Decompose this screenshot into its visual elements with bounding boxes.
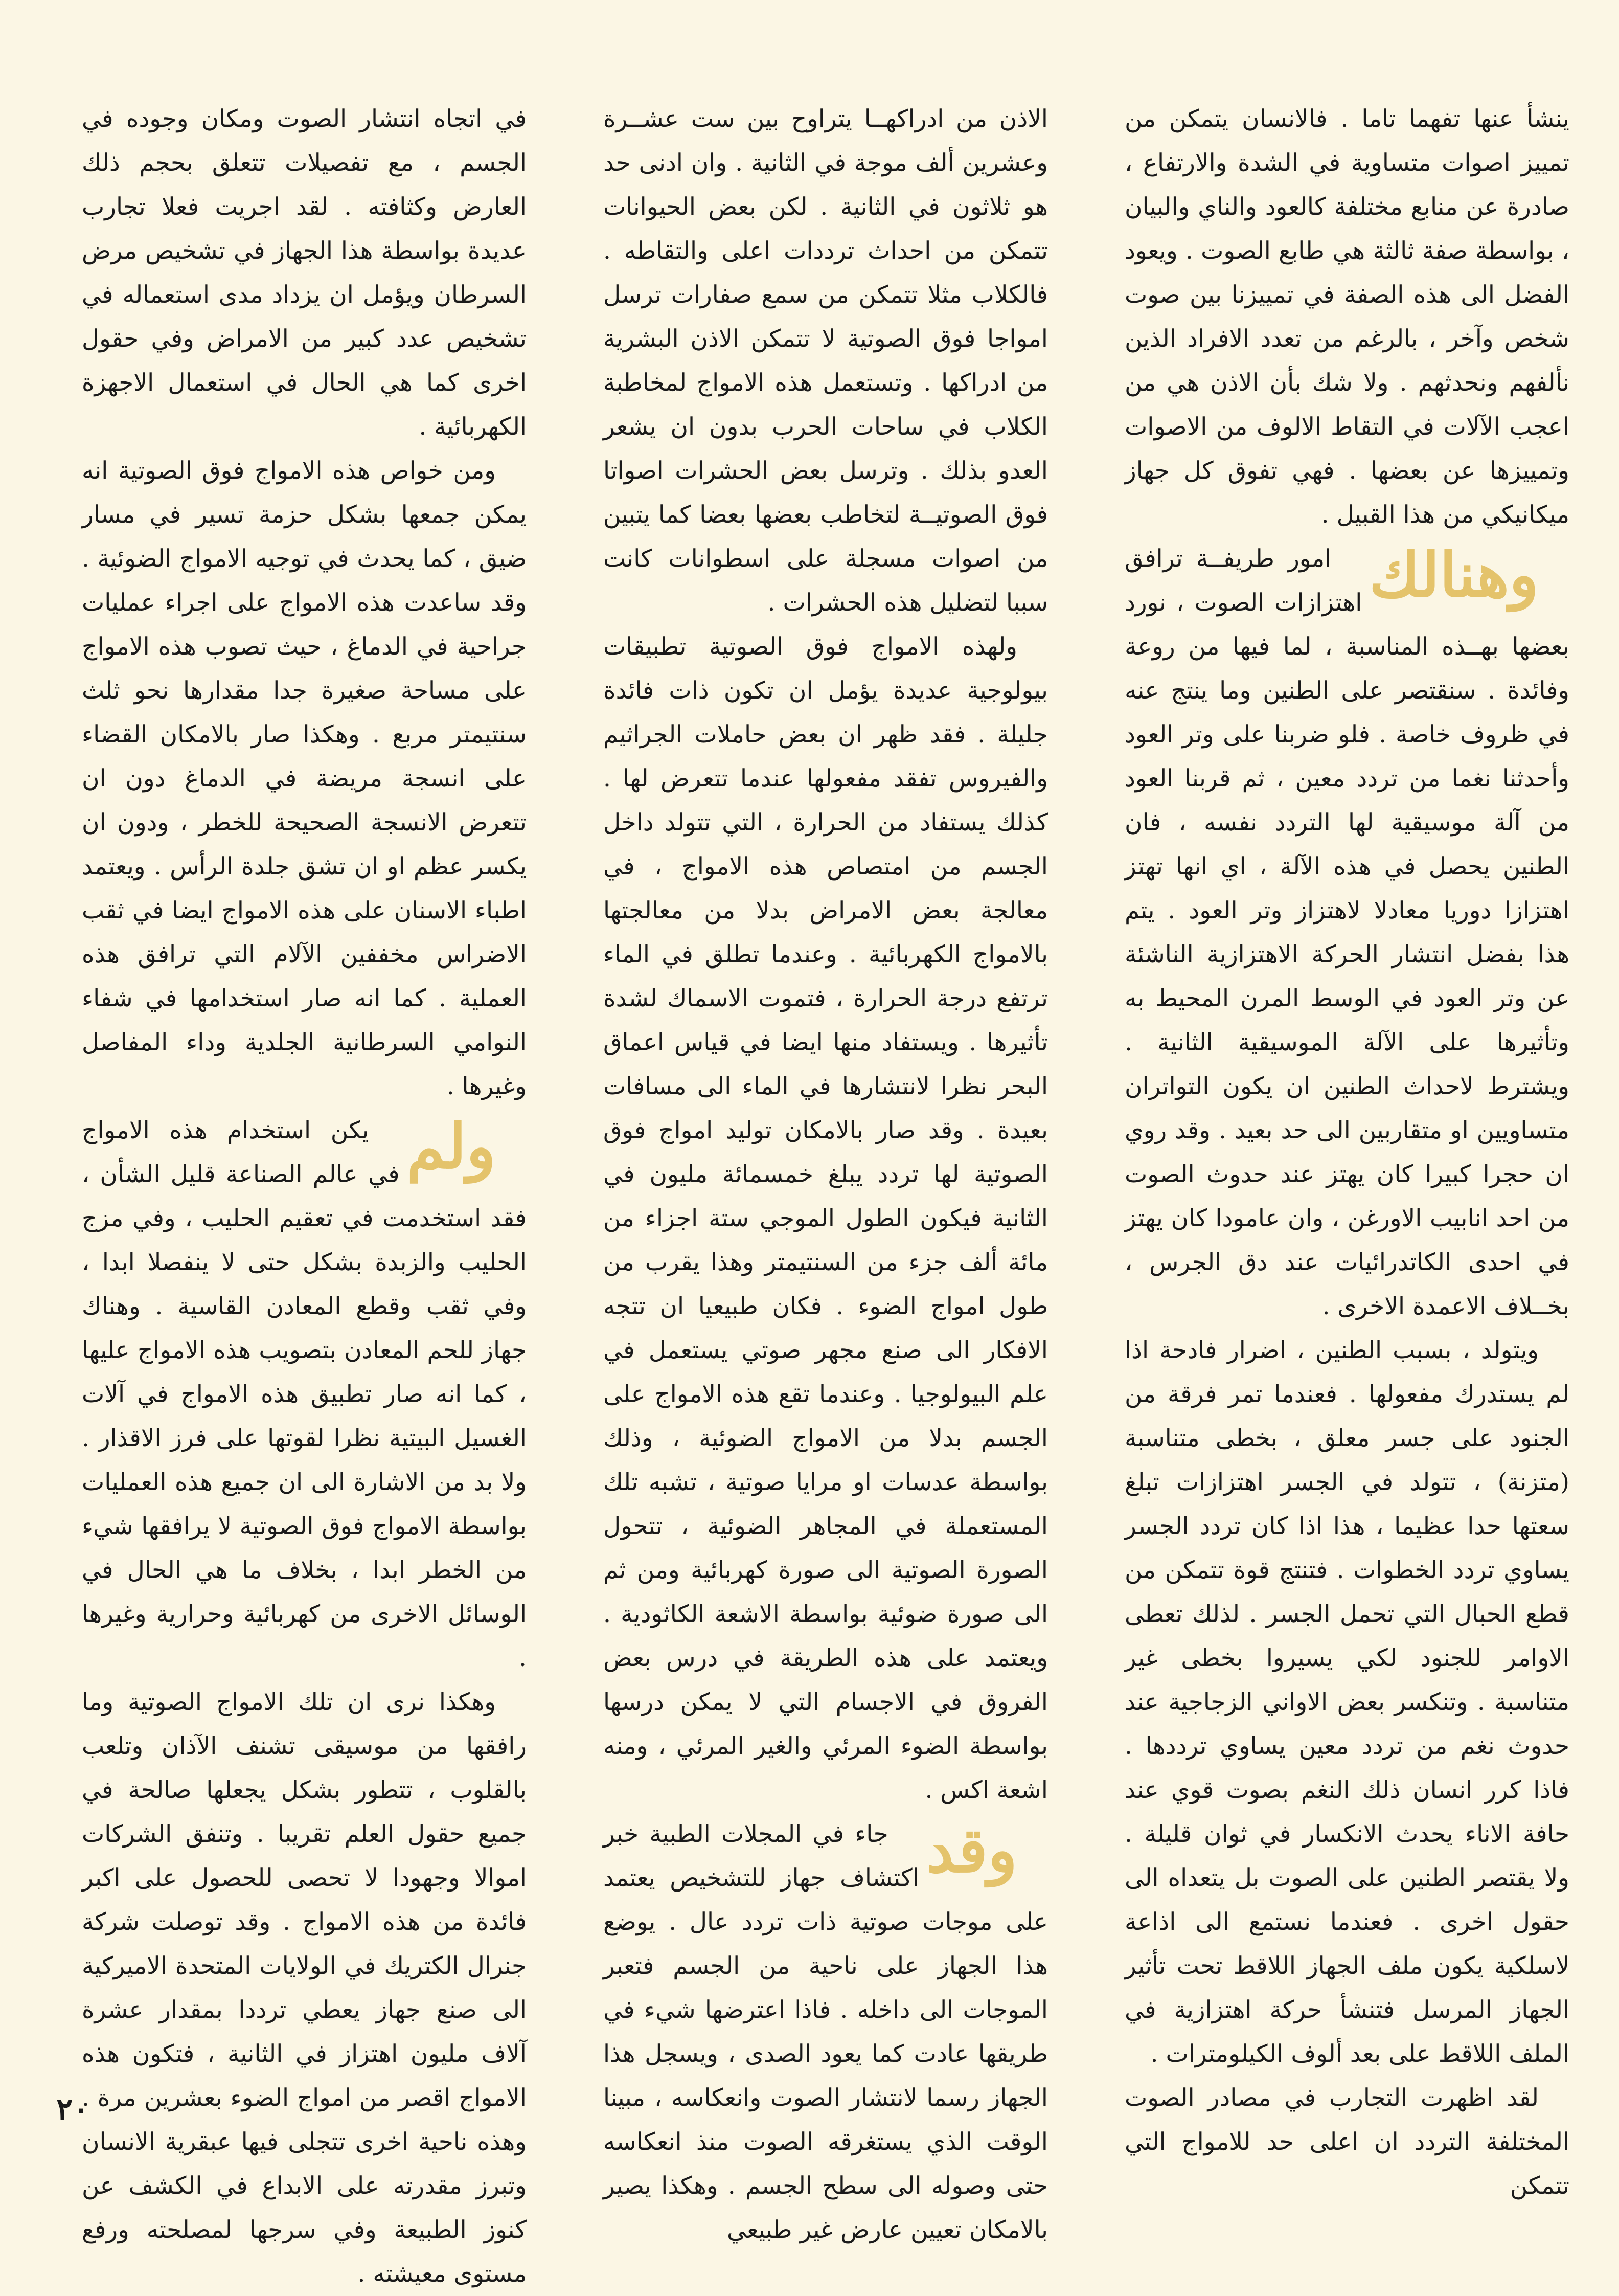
paragraph: ولهذه الامواج فوق الصوتية تطبيقات بيولوجية عديدة يؤمل ان تكون ذات فائدة جليلة . فقد ظهر ان بعض حاملات الجراثيم والفيروس تفقد مفعولها عندما تتعرض لها . كذلك يستفاد من الحرارة ، التي تتولد داخل الجسم من امتصاص هذه الامواج ، في معالجة بعض الامراض بدلا من معالجتها بالامواج الكهربائية . وعندما تطلق في الماء ترتفع درجة الحرارة ، فتموت الاسماك لشدة تأثيرها . ويستفاد منها ايضا في قياس اعماق البحر نظرا لانتشارها في الماء الى مسافات بعيدة . وقد صار بالامكان توليد امواج فوق الصوتية لها تردد يبلغ خمسمائة مليون في الثانية فيكون الطول الموجي ستة اجزاء من مائة ألف جزء من السنتيمتر وهذا يقرب من طول امواج الضوء . فكان طبيعيا ان تتجه الافكار الى صنع مجهر صوتي يستعمل في علم البيولوجيا . وعندما تقع هذه الامواج على الجسم بدلا من الامواج الضوئية ، وذلك بواسطة عدسات او مرايا صوتية ، تشبه تلك المستعملة في المجاهر الضوئية ، تتحول الصورة الصوتية الى صورة كهربائية ومن ثم الى صورة ضوئية بواسطة الاشعة الكاثودية . ويعتمد على هذه الطريقة في درس بعض الفروق في الاجسام التي لا يمكن درسها بواسطة الضوء المرئي والغير المرئي ، ومنه اشعة اكس . (603, 633, 1048, 1804)
paragraph: لقد اظهرت التجارب في مصادر الصوت المختلفة التردد ان اعلى حد للامواج التي تتمكن (1125, 2084, 1569, 2200)
paragraph: وهنالك امور طريفــة ترافق اهتزازات الصوت ، نورد بعضها بهــذه المناسبة ، لما فيها من روعة وفائدة . سنقتصر على الطنين وما ينتج عنه في ظروف خاصة . فلو ضربنا على وتر العود وأحدثنا نغما من تردد معين ، ثم قربنا العود من آلة موسيقية لها التردد نفسه ، فان الطنين يحصل في هذه الآلة ، اي انها تهتز اهتزازا دوريا معادلا لاهتزاز وتر العود . يتم هذا بفضل انتشار الحركة الاهتزازية الناشئة عن وتر العود في الوسط المرن المحيط به وتأثيرها على الآلة الموسيقية الثانية . ويشترط لاحداث الطنين ان يكون التواتران متساويين او متقاربين الى حد بعيد . وقد روي ان حجرا كبيرا كان يهتز عند حدوث الصوت من احد انابيب الاورغن ، وان عامودا كان يهتز في احدى الكاتدرائيات عند دق الجرس ، بخــلاف الاعمدة الاخرى . (1125, 537, 1569, 1329)
drop-word: وهنالك (1369, 539, 1539, 611)
drop-word: ولم (406, 1111, 496, 1183)
page-number: ٢٠ (56, 2091, 89, 2127)
paragraph: ولم يكن استخدام هذه الامواج في عالم الصناعة قليل الشأن ، فقد استخدمت في تعقيم الحليب ، وفي مزج الحليب والزبدة بشكل حتى لا ينفصلا ابدا ، وفي ثقب وقطع المعادن القاسية . وهناك جهاز للحم المعادن بتصويب هذه الامواج عليها ، كما انه صار تطبيق هذه الامواج في آلات الغسيل البيتية نظرا لقوتها على فرز الاقذار . ولا بد من الاشارة الى ان جميع هذه العمليات بواسطة الامواج فوق الصوتية لا يرافقها شيء من الخطر ابدا ، بخلاف ما هي الحال في الوسائل الاخرى من كهربائية وحرارية وغيرها . (82, 1109, 527, 1680)
paragraph: ومن خواص هذه الامواج فوق الصوتية انه يمكن جمعها بشكل حزمة تسير في مسار ضيق ، كما يحدث في توجيه الامواج الضوئية . وقد ساعدت هذه الامواج على اجراء عمليات جراحية في الدماغ ، حيث تصوب هذه الامواج على مساحة صغيرة جدا مقدارها نحو ثلث سنتيمتر مربع . وهكذا صار بالامكان القضاء على انسجة مريضة في الدماغ دون ان تتعرض الانسجة الصحيحة للخطر ، ودون ان يكسر عظم او ان تشق جلدة الرأس . ويعتمد اطباء الاسنان على هذه الامواج ايضا في ثقب الاضراس مخففين الآلام التي ترافق هذه العملية . كما انه صار استخدامها في شفاء النوامي السرطانية الجلدية وداء المفاصل وغيرها . (82, 457, 527, 1100)
paragraph: ينشأ عنها تفهما تاما . فالانسان يتمكن من تمييز اصوات متساوية في الشدة والارتفاع ، صادرة عن منابع مختلفة كالعود والناي والبيان ، بواسطة صفة ثالثة هي طابع الصوت . ويعود الفضل الى هذه الصفة في تمييزنا بين صوت شخص وآخر ، بالرغم من تعدد الافراد الذين نألفهم ونحدثهم . ولا شك بأن الاذن هي من اعجب الآلات في التقاط الالوف من الاصوات وتمييزها عن بعضها . فهي تفوق كل جهاز ميكانيكي من هذا القبيل . (1125, 105, 1569, 529)
text-column-right (1125, 97, 1569, 2200)
paragraph: وهكذا نرى ان تلك الامواج الصوتية وما رافقها من موسيقى تشنف الآذان وتلعب بالقلوب ، تتطور بشكل يجعلها صالحة في جميع حقول العلم تقريبا . وتنفق الشركات اموالا وجهودا لا تحصى للحصول على اكبر فائدة من هذه الامواج . وقد توصلت شركة جنرال الكتريك في الولايات المتحدة الاميركية الى صنع جهاز يعطي ترددا بمقدار عشرة آلاف مليون اهتزاز في الثانية ، فتكون هذه الامواج اقصر من امواج الضوء بعشرين مرة . وهذه ناحية اخرى تتجلى فيها عبقرية الانسان وتبرز مقدرته على الابداع في الكشف عن كنوز الطبيعة وفي سرجها لمصلحته ورفع مستوى معيشته . (82, 1688, 527, 2288)
paragraph: الاذن من ادراكهــا يتراوح بين ست عشــرة وعشرين ألف موجة في الثانية . وان ادنى حد هو ثلاثون في الثانية . لكن بعض الحيوانات تتمكن من احداث ترددات اعلى والتقاطه . فالكلاب مثلا تتمكن من سمع صفارات ترسل امواجا فوق الصوتية لا تتمكن الاذن البشرية من ادراكها . وتستعمل هذه الامواج لمخاطبة الكلاب في ساحات الحرب بدون ان يشعر العدو بذلك . وترسل بعض الحشرات اصواتا فوق الصوتيــة لتخاطب بعضها بعضا كما يتبين من اصوات مسجلة على اسطوانات كانت سببا لتضليل هذه الحشرات . (603, 105, 1048, 617)
paragraph: في اتجاه انتشار الصوت ومكان وجوده في الجسم ، مع تفصيلات تتعلق بحجم ذلك العارض وكثافته . لقد اجريت فعلا تجارب عديدة بواسطة هذا الجهاز في تشخيص مرض السرطان ويؤمل ان يزداد مدى استعماله في تشخيص عدد كبير من الامراض وفي حقول اخرى كما هي الحال في استعمال الاجهزة الكهربائية . (82, 105, 527, 441)
paragraph: وقد جاء في المجلات الطبية خبر اكتشاف جهاز للتشخيص يعتمد على موجات صوتية ذات تردد عال . يوضع هذا الجهاز على ناحية من الجسم فتعبر الموجات الى داخله . فاذا اعترضها شيء في طريقها عادت كما يعود الصدى ، ويسجل هذا الجهاز رسما لانتشار الصوت وانعكاسه ، مبينا الوقت الذي يستغرقه الصوت منذ انعكاسه حتى وصوله الى سطح الجسم . وهكذا يصير بالامكان تعيين عارض غير طبيعي (603, 1812, 1048, 2252)
drop-word: وقد (926, 1814, 1017, 1886)
text-column-middle (603, 97, 1048, 2244)
text-column-left (82, 97, 527, 2288)
paragraph: ويتولد ، بسبب الطنين ، اضرار فادحة اذا لم يستدرك مفعولها . فعندما تمر فرقة من الجنود على جسر معلق ، بخطى متناسبة (متزنة) ، تتولد في الجسر اهتزازات تبلغ سعتها حدا عظيما ، هذا اذا كان تردد الجسر يساوي تردد الخطوات . فتنتج قوة تتمكن من قطع الحبال التي تحمل الجسر . لذلك تعطى الاوامر للجنود لكي يسيروا بخطى غير متناسبة . وتنكسر بعض الاواني الزجاجية عند حدوث نغم من تردد معين يساوي ترددها . فاذا كرر انسان ذلك النغم بصوت قوي عند حافة الاناء يحدث الانكسار في ثوان قليلة . ولا يقتصر الطنين على الصوت بل يتعداه الى حقول اخرى . فعندما نستمع الى اذاعة لاسلكية يكون ملف الجهاز اللاقط تحت تأثير الجهاز المرسل فتنشأ حركة اهتزازية في الملف اللاقط على بعد ألوف الكيلومترات . (1125, 1336, 1569, 2068)
